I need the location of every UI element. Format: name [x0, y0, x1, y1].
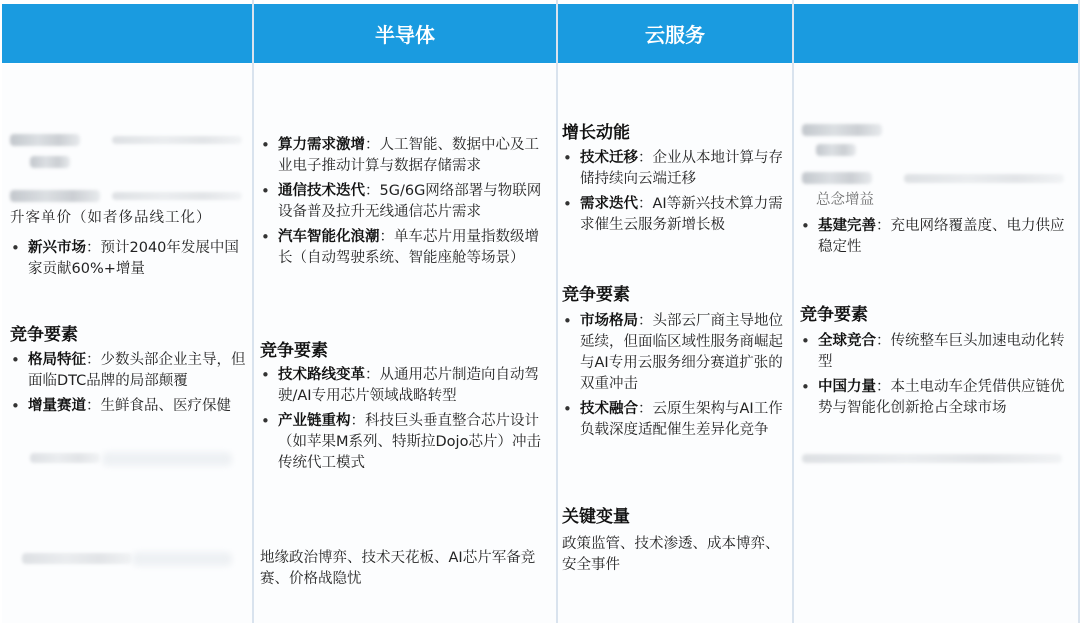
obscured-text [802, 172, 872, 184]
obscured-text [10, 190, 100, 202]
list-item: • 产业链重构：科技巨头垂直整合芯片设计（如苹果M系列、特斯拉Dojo芯片）冲击传统代工模式 [258, 411, 550, 474]
obscured-text [22, 553, 132, 564]
section-title: 关键变量 [562, 507, 630, 527]
key-variables-text: 地缘政治博弈、技术天花板、AI芯片军备竞赛、价格战隐忧 [260, 550, 536, 587]
column-3-header: 云服务 [558, 4, 792, 63]
list-item: • 汽车智能化浪潮：单车芯片用量指数级增长（自动驾驶系统、智能座舱等场景） [258, 227, 550, 269]
obscured-text [112, 192, 242, 200]
column-1 [2, 0, 254, 623]
list-item: • 需求迭代：AI等新兴技术算力需求催生云服务新增长极 [560, 194, 788, 236]
column-2-competition-list [258, 365, 550, 478]
list-item: • 市场格局：头部云厂商主导地位延续，但面临区域性服务商崛起与AI专用云服务细分赛道扩张的双重冲击 [560, 311, 788, 395]
list-item: 总念增益 [816, 192, 874, 208]
column-1-body [2, 64, 252, 623]
obscured-text [30, 453, 100, 463]
list-item: 升客单价（如者侈品线工化） [10, 210, 212, 226]
list-item: • 新兴市场：预计2040年发展中国家贡献60%+增量 [8, 238, 250, 280]
column-2-growth-list [258, 135, 550, 273]
column-1-header [2, 4, 252, 63]
list-item: • 技术迁移：企业从本地计算与存储持续向云端迁移 [560, 148, 788, 190]
section-title: 竞争要素 [10, 325, 78, 345]
column-2-body [254, 64, 556, 623]
obscured-text [30, 156, 70, 168]
column-4-header [794, 4, 1078, 63]
obscured-text [816, 144, 856, 156]
column-3-competition-list [560, 311, 788, 445]
list-item: • 算力需求激增：人工智能、数据中心及工业电子推动计算与数据存储需求 [258, 135, 550, 177]
column-cloud [558, 0, 794, 623]
section-title: 增长动能 [562, 123, 630, 143]
column-4-top-list [798, 216, 1072, 262]
column-semiconductor [254, 0, 558, 623]
list-item: • 技术融合：云原生架构与AI工作负载深度适配催生差异化竞争 [560, 399, 788, 441]
obscured-text [10, 134, 80, 146]
obscured-text [802, 124, 882, 136]
column-1-competition-list [8, 350, 254, 421]
key-variables-text: 政策监管、技术渗透、成本博弈、安全事件 [562, 536, 780, 573]
column-4-body [794, 64, 1078, 623]
column-3-growth-list [560, 148, 788, 240]
list-item: • 增量赛道：生鲜食品、医疗保健 [8, 396, 254, 417]
obscured-text [802, 454, 1062, 463]
list-item: • 全球竞合：传统整车巨头加速电动化转型 [798, 331, 1072, 373]
column-3-body [558, 64, 792, 623]
obscured-text [904, 174, 1064, 183]
obscured-text [102, 452, 232, 466]
list-item: • 基建完善：充电网络覆盖度、电力供应稳定性 [798, 216, 1072, 258]
list-item: • 中国力量：本土电动车企凭借供应链优势与智能化创新抢占全球市场 [798, 377, 1072, 419]
list-item: • 技术路线变革：从通用芯片制造向自动驾驶/AI专用芯片领域战略转型 [258, 365, 550, 407]
list-item: • 格局特征：少数头部企业主导，但面临DTC品牌的局部颠覆 [8, 350, 254, 392]
list-item: • 通信技术迭代：5G/6G网络部署与物联网设备普及拉升无线通信芯片需求 [258, 181, 550, 223]
section-title: 竞争要素 [260, 341, 328, 361]
obscured-text [132, 552, 232, 566]
column-1-top-list [8, 238, 250, 284]
section-title: 竞争要素 [562, 285, 630, 305]
column-2-header: 半导体 [254, 4, 556, 63]
column-4 [794, 0, 1080, 623]
section-title: 竞争要素 [800, 305, 868, 325]
obscured-text [112, 136, 242, 144]
column-4-competition-list [798, 331, 1072, 423]
